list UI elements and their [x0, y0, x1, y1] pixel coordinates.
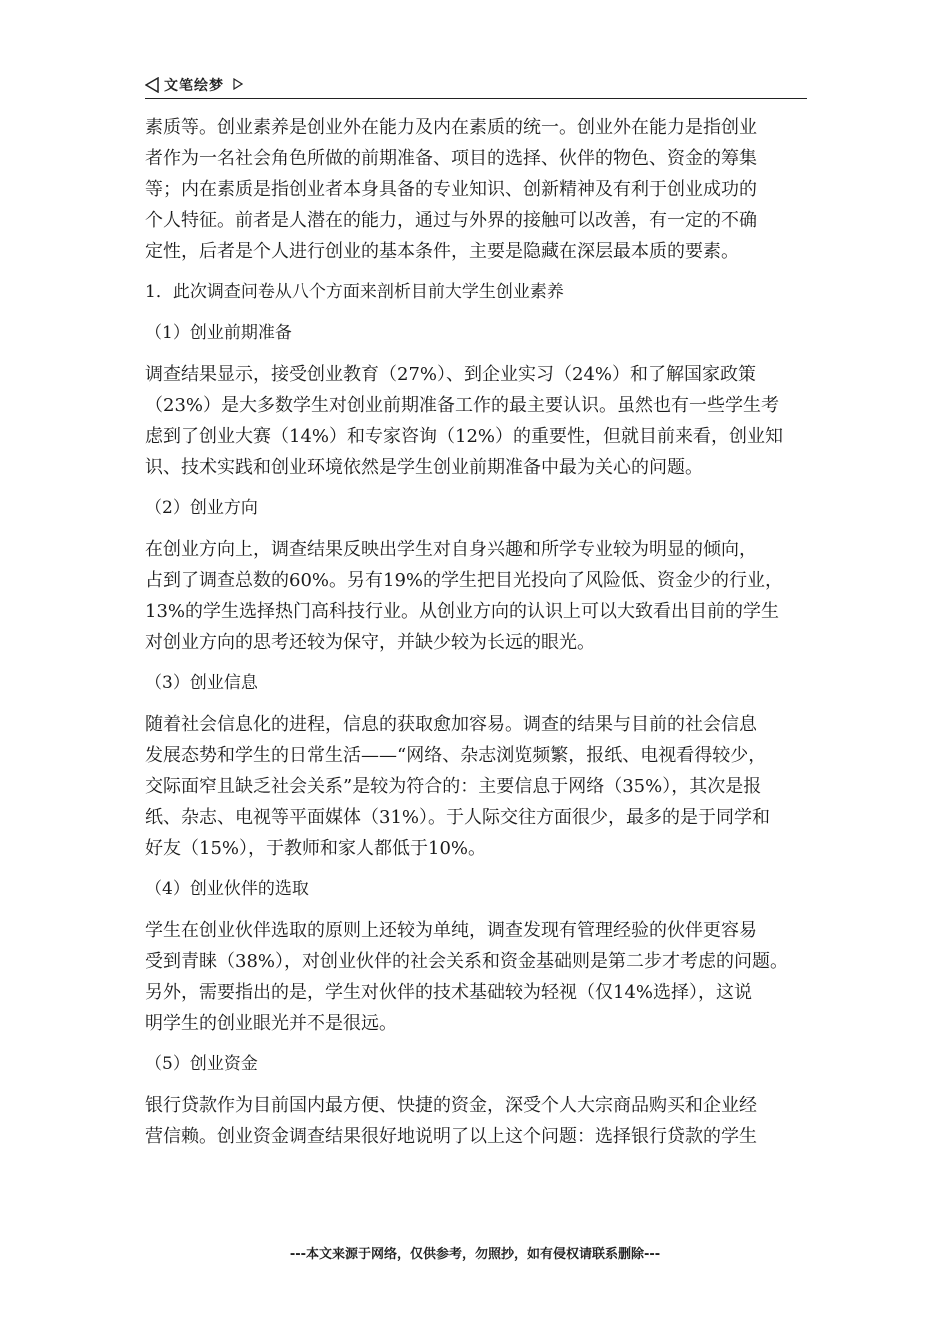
block-gap	[145, 483, 825, 493]
paragraph	[145, 359, 825, 483]
text-line: 1．此次调查问卷从八个方面来剖析目前大学生创业素养	[145, 282, 564, 302]
page-header	[145, 74, 807, 99]
text-line: 者作为一名社会角色所做的前期准备、项目的选择、伙伴的物色、资金的筹集	[145, 148, 757, 169]
right-triangle-arrow-icon	[233, 78, 243, 90]
section-heading	[145, 493, 825, 524]
text-line: 银行贷款作为目前国内最方便、快捷的资金，深受个人大宗商品购买和企业经	[145, 1095, 757, 1116]
text-line: 在创业方向上，调查结果反映出学生对自身兴趣和所学专业较为明显的倾向，	[145, 539, 757, 560]
block-gap	[145, 1080, 825, 1090]
text-line: 营信赖。创业资金调查结果很好地说明了以上这个问题：选择银行贷款的学生	[145, 1126, 757, 1147]
text-line: 素质等。创业素养是创业外在能力及内在素质的统一。创业外在能力是指创业	[145, 117, 757, 138]
paragraph	[145, 915, 825, 1039]
text-line: 另外，需要指出的是，学生对伙伴的技术基础较为轻视（仅14%选择），这说	[145, 982, 753, 1003]
text-line: 等；内在素质是指创业者本身具备的专业知识、创新精神及有利于创业成功的	[145, 179, 757, 200]
text-line: （23%）是大多数学生对创业前期准备工作的最主要认识。虽然也有一些学生考	[145, 395, 780, 416]
block-gap	[145, 308, 825, 318]
header-title: 文笔绘梦	[164, 78, 224, 94]
text-line: 受到青睐（38%），对创业伙伴的社会关系和资金基础则是第二步才考虑的问题。	[145, 951, 789, 972]
block-gap	[145, 699, 825, 709]
text-line: 随着社会信息化的进程，信息的获取愈加容易。调查的结果与目前的社会信息	[145, 714, 757, 735]
section-heading	[145, 1049, 825, 1080]
block-gap	[145, 349, 825, 359]
text-line: 个人特征。前者是人潜在的能力，通过与外界的接触可以改善，有一定的不确	[145, 210, 757, 231]
text-line: 调查结果显示，接受创业教育（27%）、到企业实习（24%）和了解国家政策	[145, 364, 757, 385]
section-heading	[145, 277, 825, 308]
section-heading	[145, 318, 825, 349]
block-gap	[145, 267, 825, 277]
text-line: （2）创业方向	[145, 498, 258, 518]
text-line: （5）创业资金	[145, 1054, 258, 1074]
text-line: 交际面窄且缺乏社会关系”是较为符合的：主要信息于网络（35%），其次是报	[145, 776, 762, 797]
paragraph	[145, 112, 825, 267]
block-gap	[145, 658, 825, 668]
footer-disclaimer: ---本文来源于网络，仅供参考，勿照抄，如有侵权请联系删除---	[289, 1247, 661, 1262]
block-gap	[145, 864, 825, 874]
paragraph	[145, 709, 825, 864]
text-line: 纸、杂志、电视等平面媒体（31%）。于人际交往方面很少，最多的是于同学和	[145, 807, 771, 828]
text-line: 占到了调查总数的60%。另有19%的学生把目光投向了风险低、资金少的行业，	[145, 570, 784, 591]
text-line: 虑到了创业大赛（14%）和专家咨询（12%）的重要性，但就目前来看，创业知	[145, 426, 784, 447]
block-gap	[145, 524, 825, 534]
text-line: 发展态势和学生的日常生活——“网络、杂志浏览频繁，报纸、电视看得较少，	[145, 745, 767, 766]
text-line: 13%的学生选择热门高科技行业。从创业方向的认识上可以大致看出目前的学生	[145, 601, 780, 622]
text-line: 好友（15%），于教师和家人都低于10%。	[145, 838, 487, 859]
section-heading	[145, 668, 825, 699]
text-line: 对创业方向的思考还较为保守，并缺少较为长远的眼光。	[145, 632, 595, 653]
document-body	[145, 112, 825, 1152]
block-gap	[145, 905, 825, 915]
left-triangle-arrow-icon	[145, 77, 159, 93]
text-line: 学生在创业伙伴选取的原则上还较为单纯，调查发现有管理经验的伙伴更容易	[145, 920, 757, 941]
text-line: （4）创业伙伴的选取	[145, 879, 309, 899]
text-line: 定性，后者是个人进行创业的基本条件，主要是隐藏在深层最本质的要素。	[145, 241, 739, 262]
paragraph	[145, 1090, 825, 1152]
text-line: 明学生的创业眼光并不是很远。	[145, 1013, 397, 1034]
section-heading	[145, 874, 825, 905]
block-gap	[145, 1039, 825, 1049]
paragraph	[145, 534, 825, 658]
text-line: 识、技术实践和创业环境依然是学生创业前期准备中最为关心的问题。	[145, 457, 703, 478]
text-line: （1）创业前期准备	[145, 323, 292, 343]
text-line: （3）创业信息	[145, 673, 258, 693]
